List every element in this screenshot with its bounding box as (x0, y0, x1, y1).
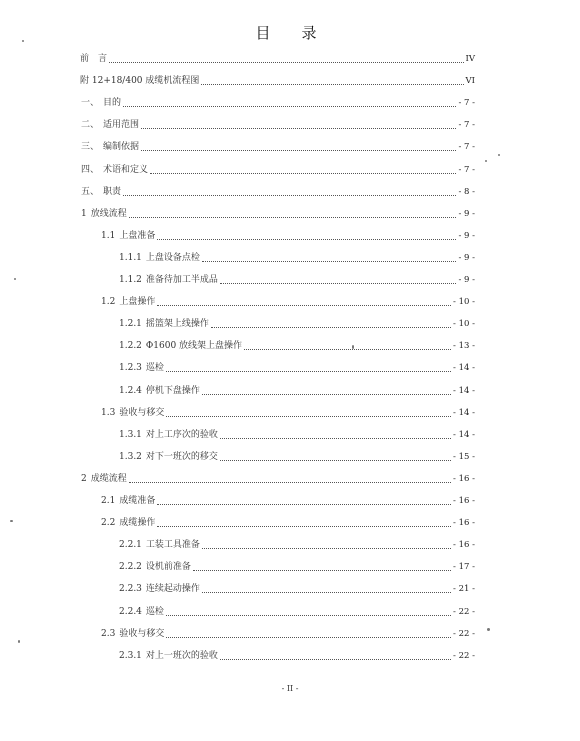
toc-entry-page: - 22 - (453, 650, 475, 661)
toc-entry-title: 术语和定义 (103, 164, 149, 175)
toc-entry-page: - 14 - (453, 429, 475, 440)
toc-entry[interactable] (80, 73, 475, 89)
dot-leader (202, 393, 451, 395)
toc-entry-title: 上盘操作 (119, 297, 156, 308)
toc-entry[interactable] (118, 338, 475, 354)
scan-speck (487, 628, 490, 631)
toc-entry-page: - 16 - (453, 518, 475, 529)
toc-entry-title: 设机前准备 (145, 562, 191, 573)
dot-leader (220, 459, 451, 461)
toc-entry-page: - 15 - (453, 451, 475, 462)
toc-entry-page: - 21 - (453, 584, 475, 595)
dot-leader (123, 194, 456, 196)
toc-entry[interactable] (100, 405, 475, 421)
toc-entry[interactable] (80, 184, 475, 200)
toc-entry-number: 四、 (81, 164, 100, 175)
toc-entry-number: 一、 (81, 98, 100, 109)
toc-entry-page: - 9 - (458, 275, 475, 285)
page-number-footer: - II - (281, 684, 299, 693)
dot-leader (220, 658, 451, 660)
toc-entry[interactable] (80, 139, 475, 155)
toc-entry-page: VI (465, 76, 475, 87)
toc-entry[interactable] (118, 427, 475, 443)
dot-leader (157, 238, 456, 240)
dot-leader (193, 569, 451, 571)
toc-entry-title: 对下一班次的移交 (145, 451, 218, 462)
toc-entry[interactable] (100, 515, 475, 531)
dot-leader (141, 127, 456, 129)
toc-entry[interactable] (118, 250, 475, 266)
toc-entry-page: - 9 - (458, 230, 475, 241)
toc-entry-title: 成缆流程 (90, 473, 127, 484)
toc-entry-title: 成缆准备 (119, 496, 156, 506)
scan-speck (485, 160, 487, 162)
toc-entry-page: - 9 - (458, 252, 475, 263)
toc-entry-title: 摇篮架上线操作 (145, 319, 209, 330)
toc-entry-title: 验收与移交 (119, 628, 165, 639)
toc-entry[interactable] (118, 449, 475, 465)
dot-leader (166, 415, 451, 417)
toc-entry-page: - 9 - (458, 208, 475, 219)
toc-entry[interactable] (118, 360, 475, 376)
toc-entry[interactable] (100, 626, 475, 642)
dot-leader (157, 304, 451, 306)
dot-leader (157, 525, 451, 527)
dot-leader (166, 370, 451, 372)
toc-entry-number: 五、 (81, 186, 100, 197)
toc-entry-page: - 10 - (453, 319, 475, 330)
toc-entry-number: 2.3 (101, 628, 116, 639)
toc-entry-page: - 17 - (453, 562, 475, 573)
toc-entry-number: 1.2.3 (119, 363, 142, 374)
toc-entry-number: 1.1.1 (119, 252, 142, 263)
dot-leader (211, 326, 451, 328)
toc-entry-title: 成缆操作 (119, 518, 156, 529)
toc-entry[interactable] (118, 316, 475, 332)
dot-leader (129, 216, 457, 218)
dot-leader (166, 614, 451, 616)
toc-entry-title: 上盘准备 (119, 230, 156, 241)
dot-leader (129, 481, 451, 483)
dot-leader (202, 547, 451, 549)
toc-entry-number: 1.3.2 (119, 451, 142, 462)
toc-entry-number: 1.1 (101, 230, 116, 241)
toc-entry-page: - 7 - (458, 164, 475, 175)
toc-entry-title: 编制依据 (103, 142, 140, 153)
toc-entry-title: 职责 (103, 186, 122, 197)
toc-entry-page: - 16 - (453, 540, 475, 551)
toc-entry-number: 2.2.1 (119, 540, 142, 551)
scan-speck (498, 154, 500, 156)
dot-leader (109, 61, 463, 63)
toc-entry-number: 2 (81, 473, 87, 484)
toc-entry-number: 三、 (81, 142, 100, 153)
toc-entry[interactable] (80, 95, 475, 111)
toc-entry-title: Φ1600 放线架上盘操作 (145, 341, 243, 352)
toc-entry[interactable] (100, 228, 475, 244)
toc-entry-page: - 16 - (453, 473, 475, 484)
toc-entry[interactable] (118, 537, 475, 553)
toc-entry-title: 附 12+18/400 成缆机流程图 (80, 76, 200, 87)
toc-entry-page: - 7 - (458, 98, 475, 109)
toc-entry[interactable] (100, 294, 475, 310)
toc-entry-title: 停机下盘操作 (145, 385, 200, 396)
toc-entry-page: - 14 - (453, 385, 475, 396)
toc-entry-title: 适用范围 (103, 120, 140, 131)
toc-entry-number: 1.1.2 (119, 275, 142, 285)
toc-entry[interactable] (118, 272, 475, 288)
toc-title: 目 录 (255, 24, 325, 42)
toc-entry-page: - 13 - (453, 341, 475, 352)
toc-entry-number: 1.2.1 (119, 319, 142, 330)
toc-entry-number: 1.2 (101, 297, 116, 308)
scan-speck (10, 520, 13, 522)
toc-entry-number: 1.3.1 (119, 429, 142, 440)
toc-entry-number: 1.2.2 (119, 341, 142, 352)
dot-leader (244, 348, 451, 350)
toc-entry[interactable] (118, 383, 475, 399)
toc-entry-title: 准备待加工半成品 (145, 275, 218, 285)
toc-entry-page: - 8 - (458, 186, 475, 197)
toc-entry-number: 2.2 (101, 518, 116, 529)
toc-entry-title: 巡检 (145, 363, 164, 374)
toc-entry[interactable] (80, 471, 475, 487)
toc-entry-title: 对上工序次的验收 (145, 429, 218, 440)
dot-leader (123, 105, 456, 107)
toc-entry-title: 前 言 (80, 54, 108, 64)
toc-entry-title: 巡检 (145, 606, 164, 617)
toc-entry-number: 2.2.4 (119, 606, 142, 617)
toc-entry-page: - 22 - (453, 628, 475, 639)
toc-entry[interactable] (118, 559, 475, 575)
dot-leader (220, 437, 451, 439)
toc-entry-page: - 16 - (453, 496, 475, 506)
toc-entry-page: - 14 - (453, 407, 475, 418)
toc-entry-number: 1 (81, 208, 87, 219)
toc-entry-page: IV (465, 54, 475, 64)
toc-entry-title: 上盘设备点检 (145, 252, 200, 263)
toc-entry[interactable] (80, 206, 475, 222)
dot-leader (202, 591, 451, 593)
dot-leader (201, 83, 463, 85)
dot-leader (157, 503, 451, 505)
toc-entry[interactable] (80, 51, 475, 67)
toc-entry[interactable] (100, 493, 475, 509)
toc-entry-page: - 7 - (458, 142, 475, 153)
dot-leader (202, 260, 457, 262)
dot-leader (150, 172, 456, 174)
scan-speck (14, 278, 16, 280)
toc-entry-title: 验收与移交 (119, 407, 165, 418)
dot-leader (141, 149, 456, 151)
scan-speck (18, 640, 20, 643)
toc-entry-page: - 14 - (453, 363, 475, 374)
toc-entry-title: 工装工具准备 (145, 540, 200, 551)
toc-entry-title: 放线流程 (90, 208, 127, 219)
toc-entry[interactable] (80, 162, 475, 178)
toc-entry[interactable] (80, 117, 475, 133)
scan-speck (22, 40, 24, 42)
toc-entry-title: 对上一班次的验收 (145, 650, 218, 661)
toc-entry[interactable] (118, 648, 475, 664)
toc-entry-title: 连续起动操作 (145, 584, 200, 595)
dot-leader (220, 282, 457, 284)
toc-entry-number: 二、 (81, 120, 100, 131)
toc-entry-title: 目的 (103, 98, 122, 109)
dot-leader (166, 636, 451, 638)
toc-entry-number: 2.2.3 (119, 584, 142, 595)
toc-entry-number: 2.2.2 (119, 562, 142, 573)
toc-entry-page: - 22 - (453, 606, 475, 617)
toc-entry[interactable] (118, 604, 475, 620)
toc-entry-number: 1.2.4 (119, 385, 142, 396)
toc-entry[interactable] (118, 581, 475, 597)
toc-entry-number: 2.3.1 (119, 650, 142, 661)
toc-entry-page: - 10 - (453, 297, 475, 308)
toc-entry-number: 2.1 (101, 496, 116, 506)
toc-entry-number: 1.3 (101, 407, 116, 418)
toc-entry-page: - 7 - (458, 120, 475, 131)
scan-speck (352, 345, 354, 349)
